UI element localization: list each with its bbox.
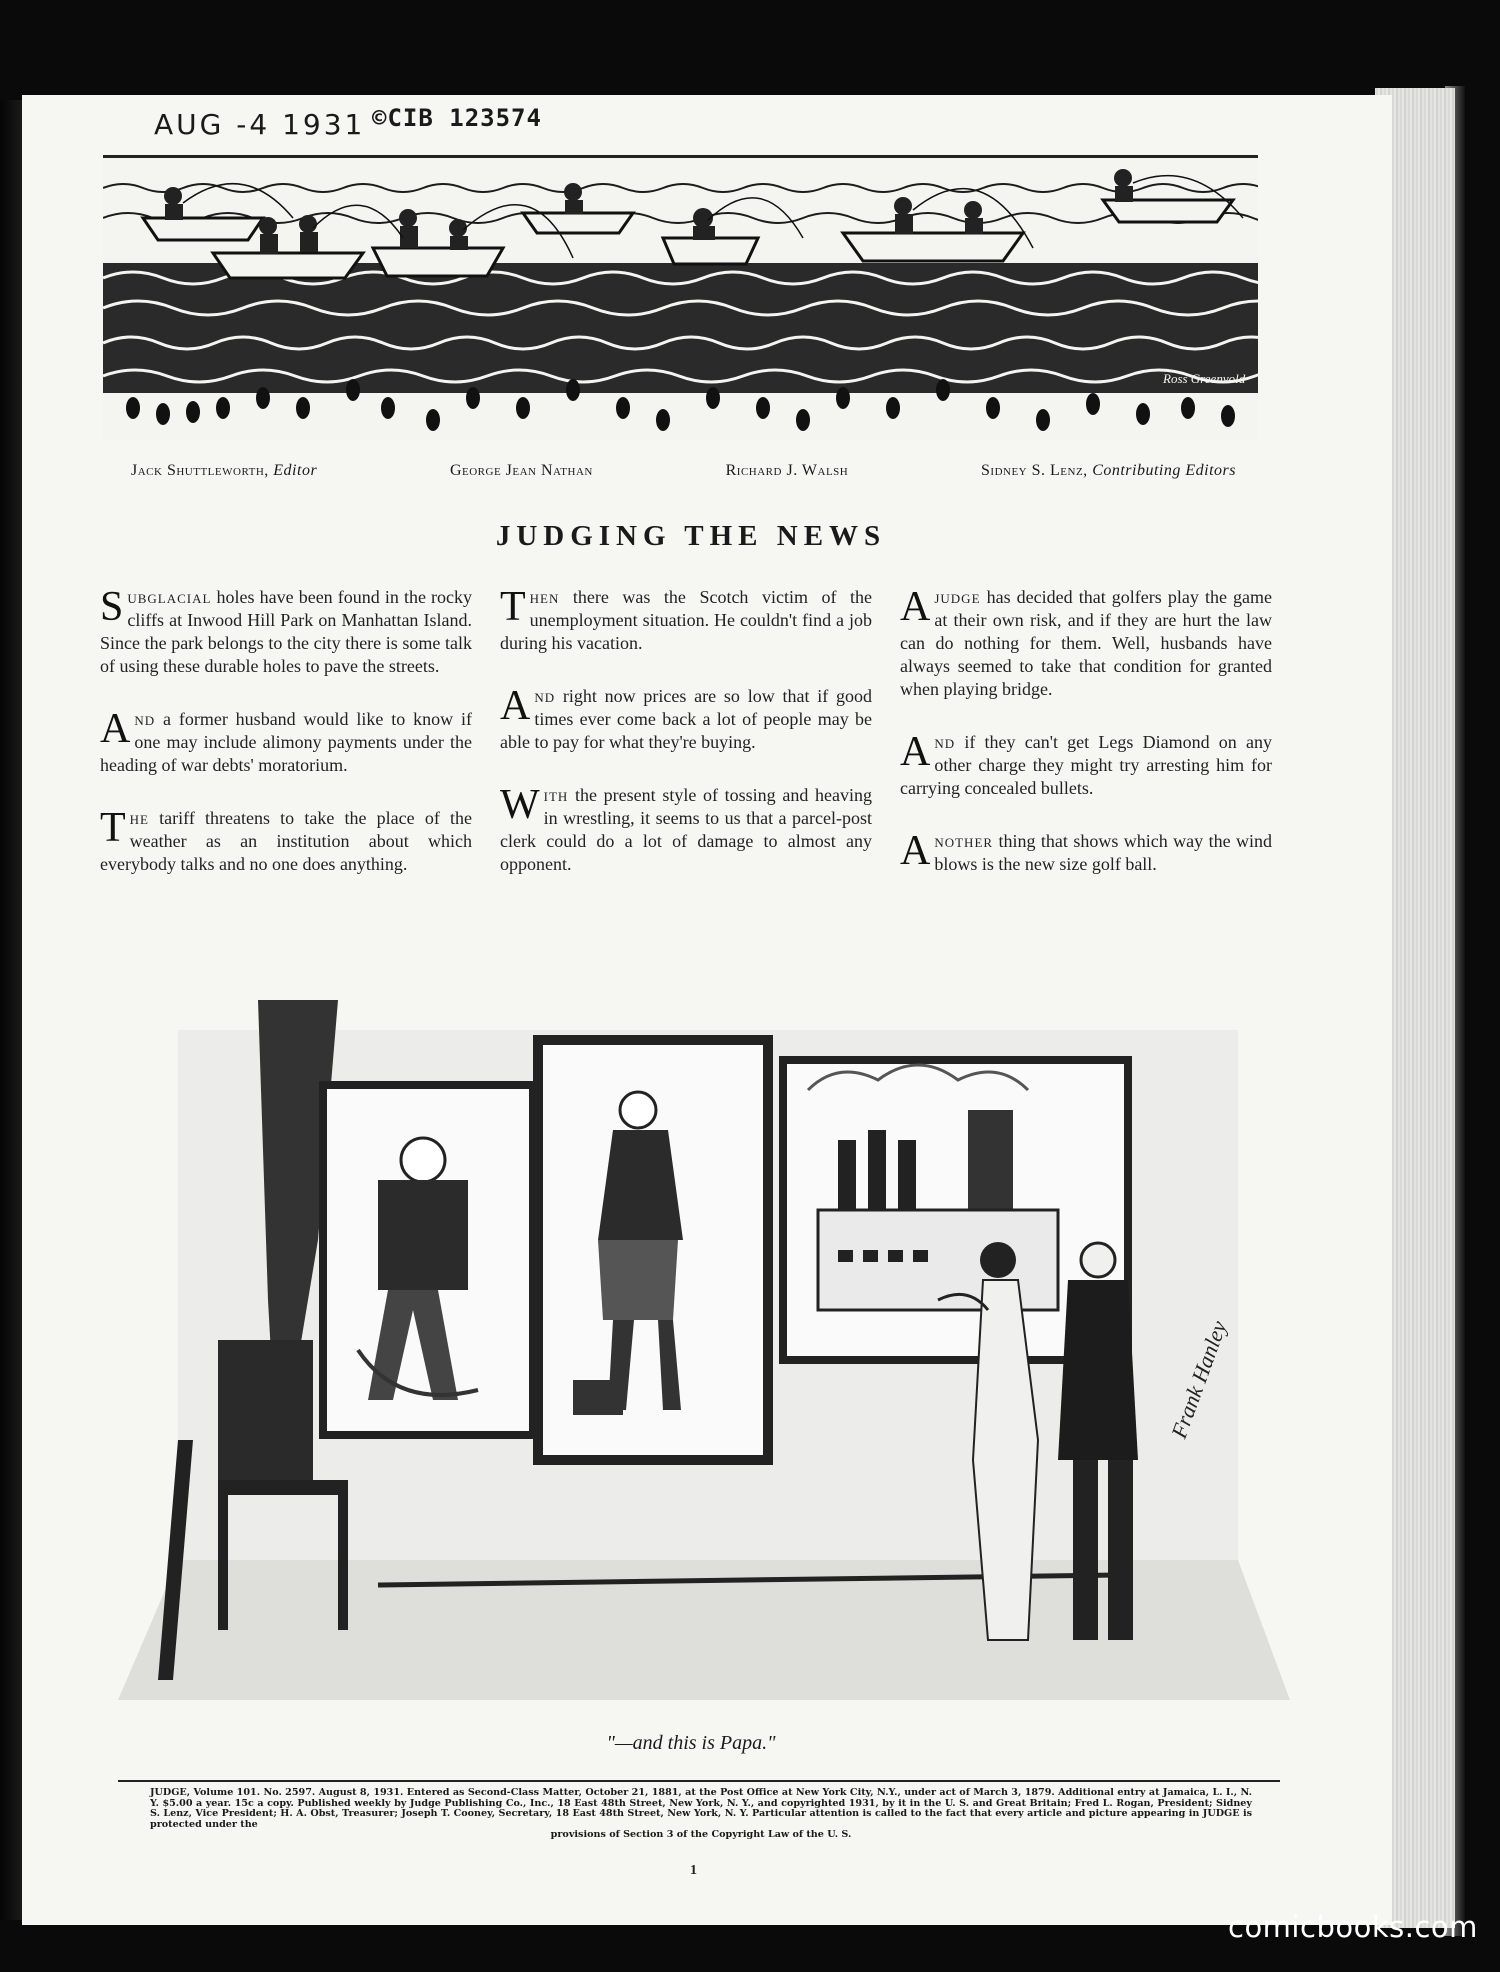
page-headline: JUDGING THE NEWS: [495, 520, 887, 552]
masthead-editors: [131, 462, 1236, 480]
drop-cap: W: [500, 782, 540, 828]
banner-illustration: [103, 155, 1258, 440]
drop-cap: A: [100, 706, 131, 752]
drop-cap: T: [100, 805, 126, 851]
paragraph: A judge has decided that golfers play the game at their own risk, and if they are hurt the law can do nothing for them. Well, husbands have always seemed to take that condition for granted when playing bridge.: [900, 584, 1272, 699]
copyright-stamp: ©CIB 123574: [372, 104, 542, 132]
drop-cap: A: [900, 828, 931, 874]
drop-cap: A: [900, 729, 931, 775]
cartoon-artist-signature: Frank Hanley: [1166, 1317, 1232, 1442]
drop-cap: T: [500, 584, 526, 630]
column-2: [500, 586, 872, 966]
site-watermark: comicbooks.com: [1228, 1910, 1478, 1944]
painting-gentleman: [538, 1040, 768, 1460]
received-date-stamp: AUG -4 1931: [154, 108, 366, 141]
column-1: [100, 586, 472, 966]
drop-cap: S: [100, 584, 124, 630]
paragraph: And a former husband would like to know if one may include alimony payments under the heading of war debts' moratorium.: [100, 706, 472, 775]
footer-rule: [118, 1780, 1280, 1782]
contributing-editor-walsh: Richard J. Walsh: [725, 462, 849, 479]
contributing-editor-nathan: George Jean Nathan: [449, 462, 593, 479]
paragraph: Subglacial holes have been found in the rocky cliffs at Inwood Hill Park on Manhattan Island. Since the park belongs to the city there is some talk of using these durable holes to pave the streets.: [100, 584, 472, 676]
drop-cap: A: [900, 584, 931, 630]
paragraph: And right now prices are so low that if good times ever come back a lot of people may be able to pay for what they're buying.: [500, 683, 872, 752]
paragraph: And if they can't get Legs Diamond on any other charge they might try arresting him for carrying concealed bullets.: [900, 729, 1272, 798]
contributing-editor-lenz: Sidney S. Lenz, Contributing Editors: [981, 462, 1236, 479]
column-3: [900, 586, 1272, 966]
drop-cap: A: [500, 683, 531, 729]
paragraph: Then there was the Scotch victim of the unemployment situation. He couldn't find a job during his vacation.: [500, 584, 872, 653]
editor-credit: Jack Shuttleworth, Editor: [131, 462, 318, 479]
page-number: 1: [690, 1863, 697, 1878]
publication-notice: JUDGE, Volume 101. No. 2597. August 8, 1931. Entered as Second-Class Matter, October 21, 1881, at the Post Office at New York City, N.Y., under act of March 3, 1879. Additional entry at Jamaica, L. I., N. Y. $5.00 a year. 15c a copy. Published weekly by Judge Publishing Co., Inc., 18 East 48th Street, New York, N. Y., and copyrighted 1931, by it in the U. S. and Great Britain; Fred L. Rogan, President; Sidney S. Lenz, Vice President; H. A. Obst, Treasurer; Joseph T. Cooney, Secretary, 18 East 48th Street, New York, N. Y. Particular attention is called to the fact that every article and picture appearing in JUDGE is protected under the provisions of Section 3 of the Copyright Law of the U. S.: [150, 1787, 1252, 1840]
paragraph: The tariff threatens to take the place of the weather as an institution about which everybody talks and no one does anything.: [100, 805, 472, 874]
banner-artist-signature: Ross Greenvold: [1163, 371, 1246, 386]
cartoon-caption: "—and this is Papa.": [606, 1732, 776, 1754]
news-columns: [100, 586, 1272, 966]
painting-jester: [323, 1085, 533, 1435]
gallery-cartoon: [118, 1000, 1290, 1710]
paragraph: Another thing that shows which way the wind blows is the new size golf ball.: [900, 828, 1272, 874]
paragraph: With the present style of tossing and heaving in wrestling, it seems to us that a parcel-post clerk could do a lot of damage to almost any opponent.: [500, 782, 872, 874]
